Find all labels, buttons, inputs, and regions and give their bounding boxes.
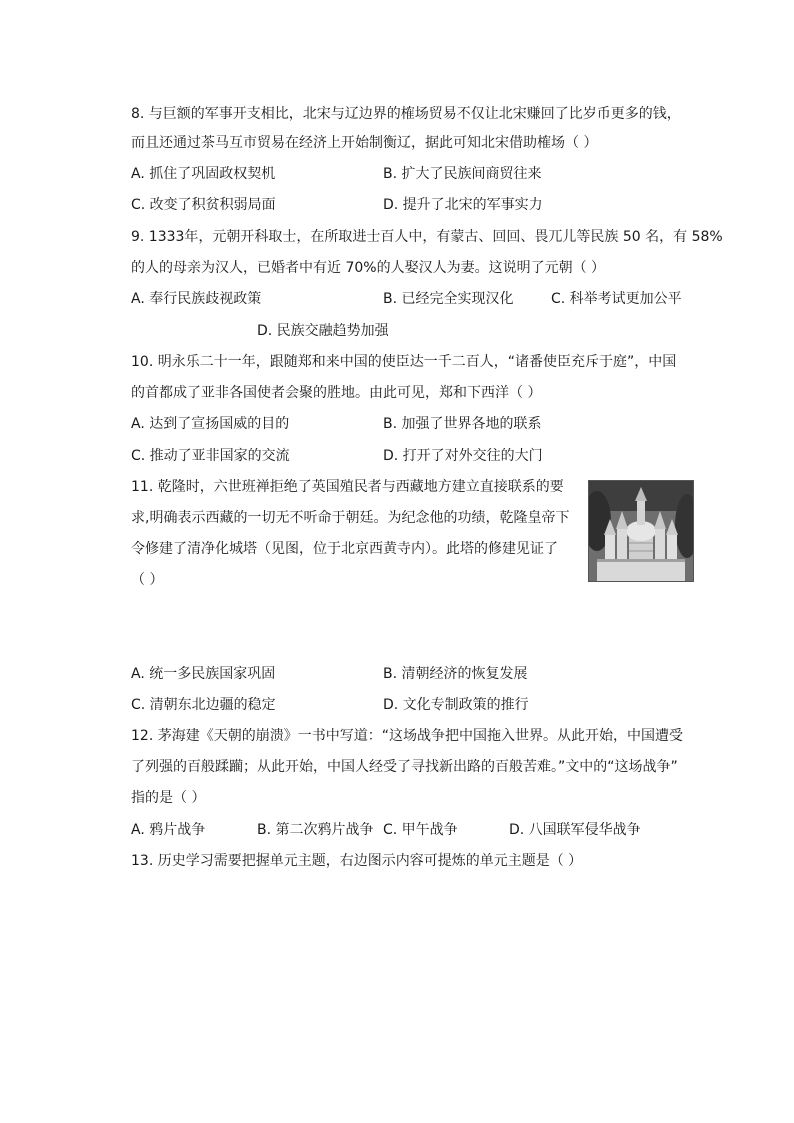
q11-option-a[interactable]: A. 统一多民族国家巩固 (131, 666, 276, 682)
q8-option-c[interactable]: C. 改变了积贫积弱局面 (131, 197, 276, 213)
q9-stem-line1: 9. 1333年，元朝开科取士，在所取进士百人中，有蒙古、回回、畏兀儿等民族 50 名，有 58% (131, 229, 723, 245)
q11-stem-line1: 11. 乾隆时，六世班禅拒绝了英国殖民者与西藏地方建立直接联系的要 (131, 479, 564, 495)
q10-stem-line1: 10. 明永乐二十一年，跟随郑和来中国的使臣达一千二百人，“诸番使臣充斥于庭”，中国 (131, 354, 677, 370)
q11-stem-line2: 求,明确表示西藏的一切无不听命于朝廷。为纪念他的功绩，乾隆皇帝下 (131, 510, 570, 526)
q12-option-d[interactable]: D. 八国联军侵华战争 (509, 822, 641, 838)
q9-stem-line2: 的人的母亲为汉人，已婚者中有近 70%的人娶汉人为妻。这说明了元朝（ ） (131, 260, 606, 276)
q8-option-d[interactable]: D. 提升了北宋的军事实力 (383, 197, 543, 213)
q12-option-b[interactable]: B. 第二次鸦片战争 (257, 822, 374, 838)
q9-option-d[interactable]: D. 民族交融趋势加强 (257, 323, 389, 339)
q9-option-c[interactable]: C. 科举考试更加公平 (551, 291, 682, 307)
q8-option-b[interactable]: B. 扩大了民族间商贸往来 (383, 166, 542, 182)
q12-stem-line2: 了列强的百般蹂躏；从此开始，中国人经受了寻找新出路的百般苦难。”文中的“这场战争” (131, 759, 678, 775)
q8-option-a[interactable]: A. 抓住了巩固政权契机 (131, 166, 276, 182)
q11-stem-line4: （ ） (131, 572, 164, 588)
q12-option-c[interactable]: C. 甲午战争 (383, 822, 458, 838)
q13-stem-line1: 13. 历史学习需要把握单元主题，右边图示内容可提炼的单元主题是（ ） (131, 853, 583, 869)
q10-option-c[interactable]: C. 推动了亚非国家的交流 (131, 448, 290, 464)
q12-stem-line3: 指的是（ ） (131, 790, 206, 806)
q10-option-a[interactable]: A. 达到了宣扬国威的目的 (131, 416, 290, 432)
q12-stem-line1: 12. 茅海建《天朝的崩溃》一书中写道：“这场战争把中国拖入世界。从此开始，中国遭受 (131, 728, 683, 744)
q8-stem-line2: 而且还通过茶马互市贸易在经济上开始制衡辽，据此可知北宋借助榷场（ ） (131, 135, 598, 151)
q11-option-b[interactable]: B. 清朝经济的恢复发展 (383, 666, 528, 682)
pagoda-photo (588, 480, 694, 582)
q12-option-a[interactable]: A. 鸦片战争 (131, 822, 206, 838)
q11-option-d[interactable]: D. 文化专制政策的推行 (383, 697, 529, 713)
q10-option-d[interactable]: D. 打开了对外交往的大门 (383, 448, 543, 464)
q11-stem-line3: 令修建了清净化城塔（见图，位于北京西黄寺内）。此塔的修建见证了 (131, 541, 558, 557)
q11-option-c[interactable]: C. 清朝东北边疆的稳定 (131, 697, 276, 713)
q10-stem-line2: 的首都成了亚非各国使者会聚的胜地。由此可见，郑和下西洋（ ） (131, 385, 542, 401)
q9-option-b[interactable]: B. 已经完全实现汉化 (383, 291, 514, 307)
q9-option-a[interactable]: A. 奉行民族歧视政策 (131, 291, 262, 307)
q8-stem-line1: 8. 与巨额的军事开支相比，北宋与辽边界的榷场贸易不仅让北宋赚回了比岁币更多的钱， (131, 106, 681, 122)
q10-option-b[interactable]: B. 加强了世界各地的联系 (383, 416, 542, 432)
